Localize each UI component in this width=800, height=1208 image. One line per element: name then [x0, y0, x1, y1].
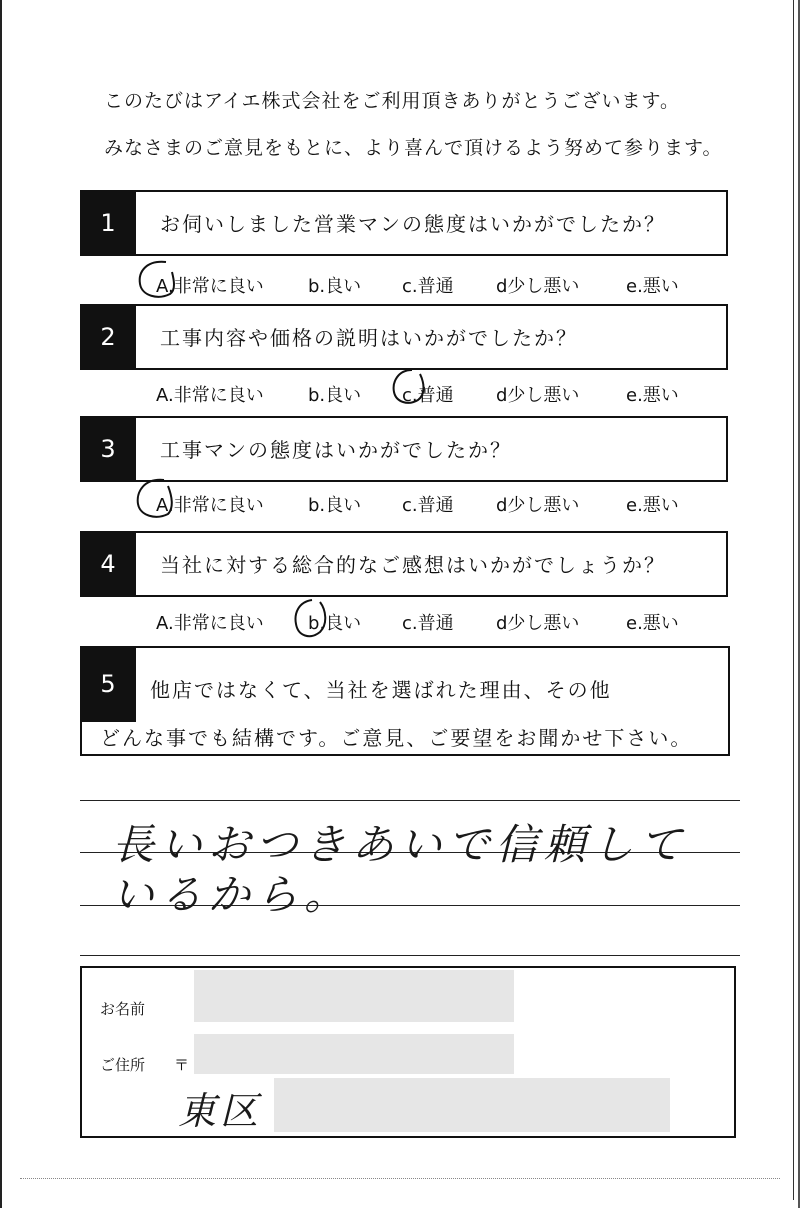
- redacted-name: [194, 970, 514, 1022]
- question-5-number: 5: [80, 646, 136, 722]
- q3-option-d[interactable]: d少し悪い: [496, 495, 580, 516]
- q2-option-b[interactable]: b.良い: [308, 385, 362, 406]
- q4-selection-circle: [292, 596, 332, 642]
- q2-option-d[interactable]: d少し悪い: [496, 385, 580, 406]
- question-1-text: お伺いしました営業マンの態度はいかがでしたか？: [160, 212, 666, 236]
- question-4-text: 当社に対する総合的なご感想はいかがでしょうか？: [160, 553, 666, 577]
- q1-option-b[interactable]: b.良い: [308, 276, 362, 297]
- redacted-address: [274, 1078, 670, 1132]
- question-2-box: [80, 304, 728, 370]
- handwritten-address[interactable]: 東区: [178, 1089, 263, 1133]
- q4-option-c[interactable]: c.普通: [402, 613, 454, 634]
- q1-selection-circle: [136, 258, 180, 302]
- address-label: ご住所: [100, 1056, 146, 1074]
- question-4-number: 4: [80, 531, 136, 597]
- q2-option-c[interactable]: c.普通: [402, 385, 454, 406]
- question-5-box: [80, 646, 730, 756]
- q1-option-a[interactable]: A.非常に良い: [156, 276, 264, 297]
- q4-option-b[interactable]: b.良い: [308, 613, 362, 634]
- q3-option-b[interactable]: b.良い: [308, 495, 362, 516]
- name-label: お名前: [100, 1000, 146, 1018]
- q4-option-a[interactable]: A.非常に良い: [156, 613, 264, 634]
- answer-rule-1: [80, 800, 740, 801]
- page-edge-left: [0, 0, 2, 1208]
- q2-option-e[interactable]: e.悪い: [626, 385, 679, 406]
- question-3-box: [80, 416, 728, 482]
- intro-line-2: みなさまのご意見をもとに、より喜んで頂けるよう努めて参ります。: [104, 137, 723, 159]
- q1-option-e[interactable]: e.悪い: [626, 276, 679, 297]
- question-1-number: 1: [80, 190, 136, 256]
- question-2-text: 工事内容や価格の説明はいかがでしたか？: [160, 326, 578, 350]
- bottom-scan-line: [20, 1178, 780, 1179]
- q3-option-e[interactable]: e.悪い: [626, 495, 679, 516]
- zip-mark: 〒: [174, 1056, 190, 1074]
- intro-line-1: このたびはアイエ株式会社をご利用頂きありがとうございます。: [104, 90, 681, 112]
- q2-option-a[interactable]: A.非常に良い: [156, 385, 264, 406]
- question-4-box: [80, 531, 728, 597]
- q3-selection-circle: [134, 476, 178, 524]
- redacted-zip: [194, 1034, 514, 1074]
- page-edge-right: [793, 0, 794, 1200]
- answer-rule-4: [80, 955, 740, 956]
- handwritten-answer-line-2[interactable]: いるから。: [112, 870, 353, 919]
- q1-option-d[interactable]: d少し悪い: [496, 276, 580, 297]
- question-2-number: 2: [80, 304, 136, 370]
- q4-option-e[interactable]: e.悪い: [626, 613, 679, 634]
- q3-option-c[interactable]: c.普通: [402, 495, 454, 516]
- q1-option-c[interactable]: c.普通: [402, 276, 454, 297]
- q2-selection-circle: [390, 366, 430, 408]
- question-3-number: 3: [80, 416, 136, 482]
- question-5-line-2: どんな事でも結構です。ご意見、ご要望をお聞かせ下さい。: [100, 726, 693, 750]
- customer-info-box: [80, 966, 736, 1138]
- handwritten-answer-line-1[interactable]: 長いおつきあいで信頼して: [112, 820, 688, 869]
- question-5-line-1: 他店ではなくて、当社を選ばれた理由、その他: [150, 678, 612, 702]
- q3-option-a[interactable]: A.非常に良い: [156, 495, 264, 516]
- q4-option-d[interactable]: d少し悪い: [496, 613, 580, 634]
- question-3-text: 工事マンの態度はいかがでしたか？: [160, 438, 512, 462]
- question-1-box: [80, 190, 728, 256]
